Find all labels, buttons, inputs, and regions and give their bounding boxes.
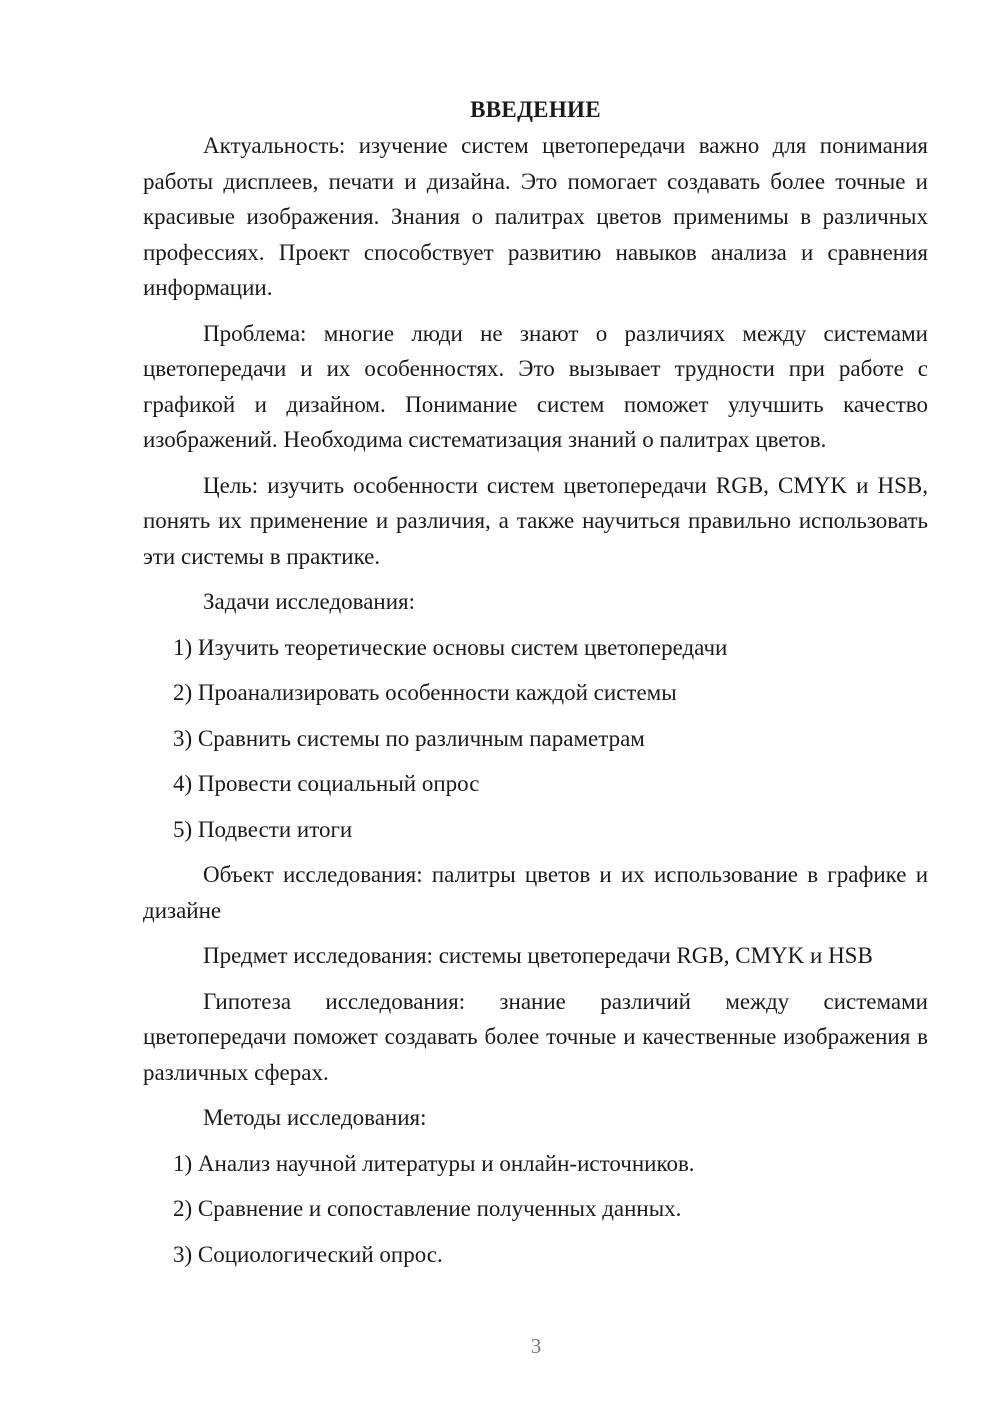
method-item: 2) Сравнение и сопоставление полученных данных. xyxy=(173,1196,682,1221)
task-item: 3) Сравнить системы по различным параметрам xyxy=(173,725,645,751)
methods-heading: Методы исследования: xyxy=(203,1105,427,1130)
hypothesis-paragraph: Гипотеза исследования: знание различий между системами цветопередачи поможет создавать более точные и качественные изображения в различных сферах. xyxy=(143,988,928,1085)
object-paragraph: Объект исследования: палитры цветов и их использование в графике и дизайне xyxy=(143,862,928,923)
document-page xyxy=(143,92,928,1282)
goal-paragraph: Цель: изучить особенности систем цветопередачи RGB, CMYK и HSB, понять их применение и различия, а также научиться правильно использовать эти системы в практике. xyxy=(143,472,928,569)
task-item: 2) Проанализировать особенности каждой системы xyxy=(173,680,677,705)
page-number: 3 xyxy=(530,1334,542,1358)
task-item: 4) Провести социальный опрос xyxy=(173,771,480,796)
subject-paragraph: Предмет исследования: системы цветопередачи RGB, CMYK и HSB xyxy=(203,943,873,968)
section-title: ВВЕДЕНИЕ xyxy=(470,97,601,122)
relevance-paragraph: Актуальность: изучение систем цветопередачи важно для понимания работы дисплеев, печати и дизайна. Это помогает создавать более точные и красивые изображения. Знания о палитрах цветов применимы в различных профессиях. Проект способствует развитию навыков анализа и сравнения информации. xyxy=(143,133,928,300)
problem-paragraph: Проблема: многие люди не знают о различиях между системами цветопередачи и их особенностях. Это вызывает трудности при работе с графикой и дизайном. Понимание систем поможет улучшить качество изображений. Необходима систематизация знаний о палитрах цветов. xyxy=(143,320,928,452)
tasks-heading: Задачи исследования: xyxy=(203,589,416,614)
method-item: 3) Социологический опрос. xyxy=(173,1241,443,1267)
method-item: 1) Анализ научной литературы и онлайн-источников. xyxy=(173,1150,695,1176)
task-item: 5) Подвести итоги xyxy=(173,816,353,842)
task-item: 1) Изучить теоретические основы систем цветопередачи xyxy=(173,634,728,660)
